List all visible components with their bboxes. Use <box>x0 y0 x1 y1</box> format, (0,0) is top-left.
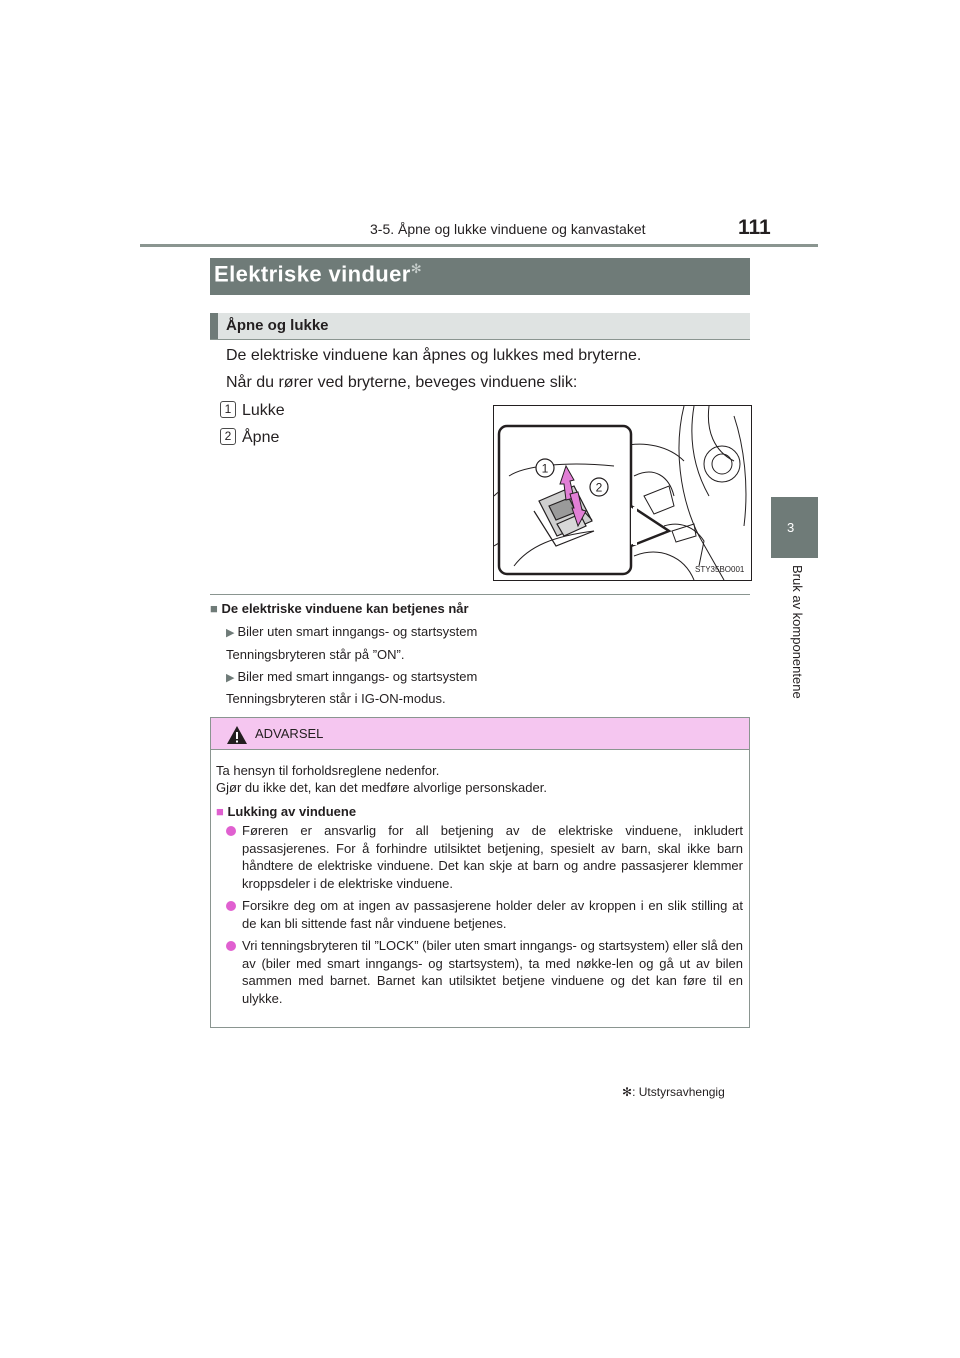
footnote-asterisk-icon: ✻ <box>622 1085 633 1099</box>
callout-1-label: 1 <box>541 461 549 476</box>
page-number: 111 <box>738 216 771 239</box>
arrow-right-icon: ▶ <box>226 672 235 684</box>
item-number-badge: 1 <box>220 401 236 418</box>
chapter-tab <box>771 497 818 558</box>
square-bullet-icon: ■ <box>210 601 218 616</box>
movement-paragraph: Når du rører ved bryterne, beveges vinduene slik: <box>226 374 578 391</box>
case-line <box>226 624 477 639</box>
warning-bullet: Vri tenningsbryteren til ”LOCK” (biler uten smart inngangs- og startsystem) eller slå den av (biler med smart inngangs- og startsystem), ta med nøkke-len og gå ut av bilen sammen med barnet. Barnet kan utilsiktet betjene vinduene og det kan føre til en ulykke. <box>242 938 743 1006</box>
footnote-text: : Utstyrsavhengig <box>632 1085 725 1099</box>
subsection-accent <box>210 313 218 340</box>
warning-bullet: Føreren er ansvarlig for all betjening av de elektriske vinduene, inkludert passasjerenes. For å forhindre utilsiktet betjening, spesielt av barn, skal ikke barn håndtere de elektriske vinduene. Det kan skje at barn og andre passasjerer klemmer kroppsdeler i de elektriske vinduene. <box>242 823 743 891</box>
title-text: Elektriske vinduer <box>214 261 411 287</box>
operation-heading-text: De elektriske vinduene kan betjenes når <box>221 601 469 616</box>
bullet-dot-icon <box>226 941 236 951</box>
figure-caption: STY35BO001 <box>695 565 745 574</box>
item-number-badge: 2 <box>220 428 236 445</box>
case-detail: Tenningsbryteren står i IG-ON-modus. <box>226 691 446 706</box>
title-asterisk-icon: ✻ <box>410 261 423 276</box>
warning-line: Gjør du ikke det, kan det medføre alvorlige personskader. <box>216 780 547 795</box>
operation-heading <box>210 601 469 616</box>
warning-heading-text: Lukking av vinduene <box>227 804 357 819</box>
item-label-close: Lukke <box>242 402 285 419</box>
callout-2-label: 2 <box>595 480 603 495</box>
footnote <box>622 1085 725 1099</box>
door-panel-drawing <box>494 406 751 580</box>
case-text: Biler uten smart inngangs- og startsystem <box>237 624 478 639</box>
warning-heading <box>216 804 356 819</box>
arrow-right-icon: ▶ <box>226 627 235 639</box>
section-rule <box>210 594 750 595</box>
section-header: 3-5. Åpne og lukke vinduene og kanvastaket <box>370 221 646 237</box>
window-switch-illustration <box>493 405 752 581</box>
chapter-label: Bruk av komponentene <box>790 565 805 699</box>
case-line <box>226 669 477 684</box>
bullet-dot-icon <box>226 901 236 911</box>
intro-paragraph: De elektriske vinduene kan åpnes og lukkes med bryterne. <box>226 347 642 364</box>
subsection-title: Åpne og lukke <box>226 317 329 334</box>
case-detail: Tenningsbryteren står på ”ON”. <box>226 647 405 662</box>
warning-triangle-icon <box>226 725 248 745</box>
header-rule <box>140 244 818 247</box>
warning-bullet: Forsikre deg om at ingen av passasjerene holder deler av kroppen i en slik stilling at de kan bli sittende fast når vinduene betjenes. <box>242 898 743 931</box>
chapter-number: 3 <box>787 520 795 535</box>
page-title <box>214 261 422 287</box>
bullet-dot-icon <box>226 826 236 836</box>
subsection-rule <box>210 339 750 340</box>
item-label-open: Åpne <box>242 429 280 446</box>
warning-line: Ta hensyn til forholdsreglene nedenfor. <box>216 763 440 778</box>
case-text: Biler med smart inngangs- og startsystem <box>237 669 478 684</box>
square-bullet-icon: ■ <box>216 804 224 819</box>
warning-title: ADVARSEL <box>255 726 324 741</box>
